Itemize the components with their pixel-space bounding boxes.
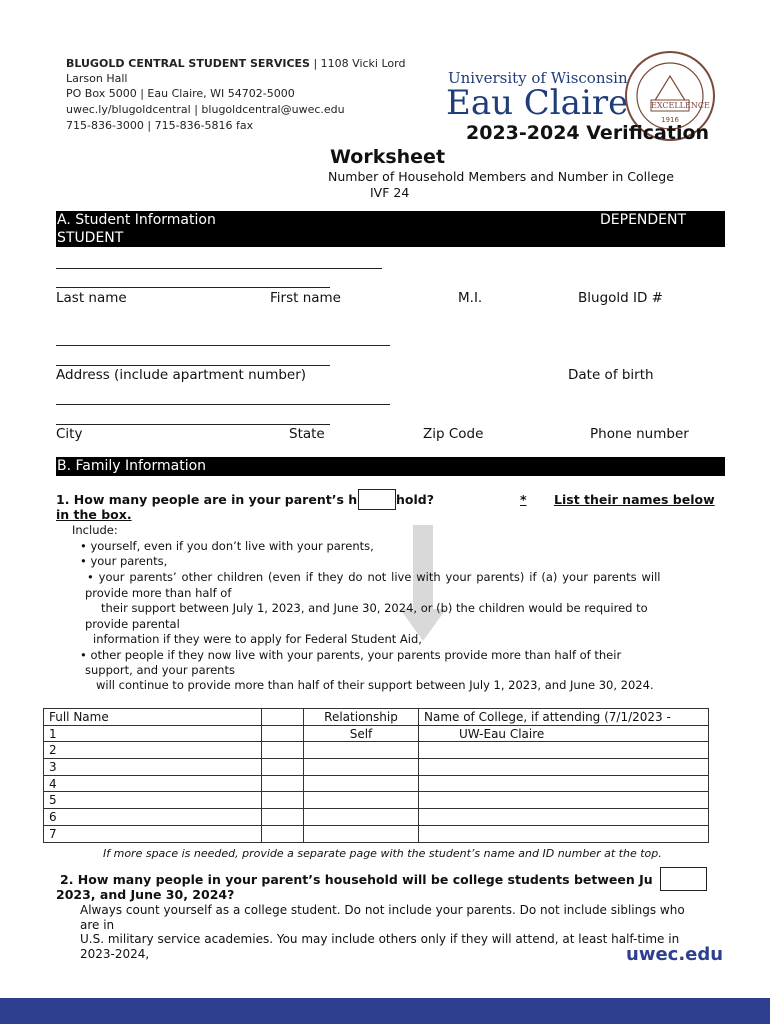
address-line-1: | 1108 Vicki Lord	[309, 57, 406, 70]
college-count-box[interactable]	[660, 867, 707, 891]
cell-name[interactable]: 5	[44, 792, 262, 809]
table-row[interactable]	[44, 809, 709, 826]
org-name: BLUGOLD CENTRAL STUDENT SERVICES	[66, 57, 310, 70]
cell-blank[interactable]	[262, 725, 304, 742]
table-row[interactable]	[44, 759, 709, 776]
household-members-table	[43, 708, 709, 843]
blugold-id-label: Blugold ID #	[578, 290, 663, 306]
footer-bar	[0, 998, 770, 1024]
seal-text: EXCELLENCE	[651, 101, 710, 110]
cell-college[interactable]	[419, 825, 709, 842]
first-name-label: First name	[270, 290, 341, 306]
cell-name[interactable]: 1	[44, 725, 262, 742]
cell-name[interactable]: 6	[44, 809, 262, 826]
include-item-3e: information if they were to apply for Federal Student Aid,	[93, 632, 422, 646]
include-item-3c: their support between July 1, 2023, and June 30, 2024, or (b) the children would be required to	[101, 601, 648, 615]
doc-subtitle: Number of Household Members and Number in College	[328, 169, 674, 184]
doc-title-line1: 2023-2024 Verification	[466, 122, 710, 144]
address-label: Address (include apartment number)	[56, 367, 307, 383]
last-name-label: Last name	[56, 290, 127, 306]
cell-name[interactable]: 2	[44, 742, 262, 759]
mi-label: M.I.	[458, 290, 483, 306]
cell-college[interactable]	[419, 792, 709, 809]
address-line-a	[56, 345, 390, 346]
section-a-header	[56, 211, 725, 247]
cell-blank[interactable]	[262, 759, 304, 776]
col-blank	[262, 709, 304, 726]
q1-star: *	[520, 492, 527, 507]
cell-college[interactable]	[419, 759, 709, 776]
question-2: 2. How many people in your parent’s household will be college students between Ju	[60, 872, 653, 887]
form-code: IVF 24	[370, 185, 410, 200]
table-note: If more space is needed, provide a separate page with the student’s name and ID number at the top.	[103, 847, 662, 860]
cell-college[interactable]	[419, 809, 709, 826]
name-line-1	[56, 268, 382, 269]
include-item-3d: provide parental	[85, 617, 180, 631]
q1-text-b: hold?	[396, 492, 434, 507]
cell-relationship[interactable]	[304, 775, 419, 792]
col-full-name: Full Name	[44, 709, 262, 726]
include-item-4b: support, and your parents	[85, 663, 235, 677]
table-row[interactable]	[44, 775, 709, 792]
student-label: STUDENT	[57, 230, 124, 246]
cell-blank[interactable]	[262, 825, 304, 842]
q2-instruction-4: 2023-2024,	[80, 947, 150, 961]
section-b-header	[56, 457, 725, 476]
city-field[interactable]	[56, 424, 330, 425]
cell-relationship[interactable]: Self	[304, 725, 419, 742]
col-relationship: Relationship	[304, 709, 419, 726]
section-b-title: B. Family Information	[57, 458, 207, 474]
household-count-box[interactable]	[358, 489, 396, 510]
cell-relationship[interactable]	[304, 809, 419, 826]
cell-college[interactable]	[419, 742, 709, 759]
table-row[interactable]	[44, 825, 709, 842]
cell-name[interactable]: 4	[44, 775, 262, 792]
include-item-1: • yourself, even if you don’t live with your parents,	[80, 539, 374, 553]
cell-college[interactable]: UW-Eau Claire	[419, 725, 709, 742]
cell-relationship[interactable]	[304, 759, 419, 776]
web-line: uwec.ly/blugoldcentral | blugoldcentral@uwec.edu	[66, 103, 345, 116]
q1-list-instruction: List their names below	[554, 492, 715, 507]
dob-label: Date of birth	[568, 367, 654, 383]
city-label: City	[56, 426, 83, 442]
address-line-3: PO Box 5000 | Eau Claire, WI 54702-5000	[66, 87, 295, 100]
phone-line: 715-836-3000 | 715-836-5816 fax	[66, 119, 254, 132]
include-item-4c: will continue to provide more than half of their support between July 1, 2023, and June 30, 2024.	[96, 678, 654, 692]
q1-text-a: 1. How many people are in your parent’s h	[56, 492, 358, 507]
table-header-row	[44, 709, 709, 726]
q2-instruction-1: Always count yourself as a college student. Do not include your parents. Do not include siblings who	[80, 903, 685, 917]
cell-name[interactable]: 7	[44, 825, 262, 842]
name-line-2[interactable]	[56, 287, 330, 288]
cell-blank[interactable]	[262, 742, 304, 759]
include-item-2: • your parents,	[80, 554, 168, 568]
include-item-3a: • your parents’ other children (even if they do not live with your parents) if (a) your parents will	[87, 570, 661, 584]
dependent-label: DEPENDENT	[600, 212, 687, 228]
city-line-a	[56, 404, 390, 405]
seal-year: 1916	[661, 116, 679, 124]
col-college: Name of College, if attending (7/1/2023 -	[419, 709, 709, 726]
cell-relationship[interactable]	[304, 742, 419, 759]
address-field[interactable]	[56, 365, 330, 366]
include-heading: Include:	[72, 523, 118, 537]
section-a-title: A. Student Information	[57, 212, 216, 228]
address-line-2: Larson Hall	[66, 72, 128, 85]
cell-blank[interactable]	[262, 792, 304, 809]
table-row[interactable]	[44, 792, 709, 809]
table-row[interactable]	[44, 725, 709, 742]
table-row[interactable]	[44, 742, 709, 759]
cell-name[interactable]: 3	[44, 759, 262, 776]
q2-instruction-3: U.S. military service academies. You may include others only if they will attend, at least half-time in	[80, 932, 680, 946]
question-2-line2: 2023, and June 30, 2024?	[56, 887, 235, 902]
cell-relationship[interactable]	[304, 792, 419, 809]
q1-in-box: in the box.	[56, 507, 132, 522]
org-address-line	[66, 56, 405, 72]
cell-college[interactable]	[419, 775, 709, 792]
logo-university: University of Wisconsin	[448, 69, 628, 87]
cell-relationship[interactable]	[304, 825, 419, 842]
state-label: State	[289, 426, 325, 442]
logo-eau-claire: Eau Claire	[446, 83, 629, 123]
cell-blank[interactable]	[262, 775, 304, 792]
zip-label: Zip Code	[423, 426, 484, 442]
question-1	[56, 492, 357, 507]
q2-instruction-2: are in	[80, 918, 115, 932]
phone-label: Phone number	[590, 426, 689, 442]
include-item-4a: • other people if they now live with your parents, your parents provide more than half of their	[80, 648, 622, 662]
doc-title-line2: Worksheet	[330, 146, 446, 168]
include-item-3b: provide more than half of	[85, 586, 232, 600]
footer-brand: uwec.edu	[626, 944, 724, 965]
cell-blank[interactable]	[262, 809, 304, 826]
